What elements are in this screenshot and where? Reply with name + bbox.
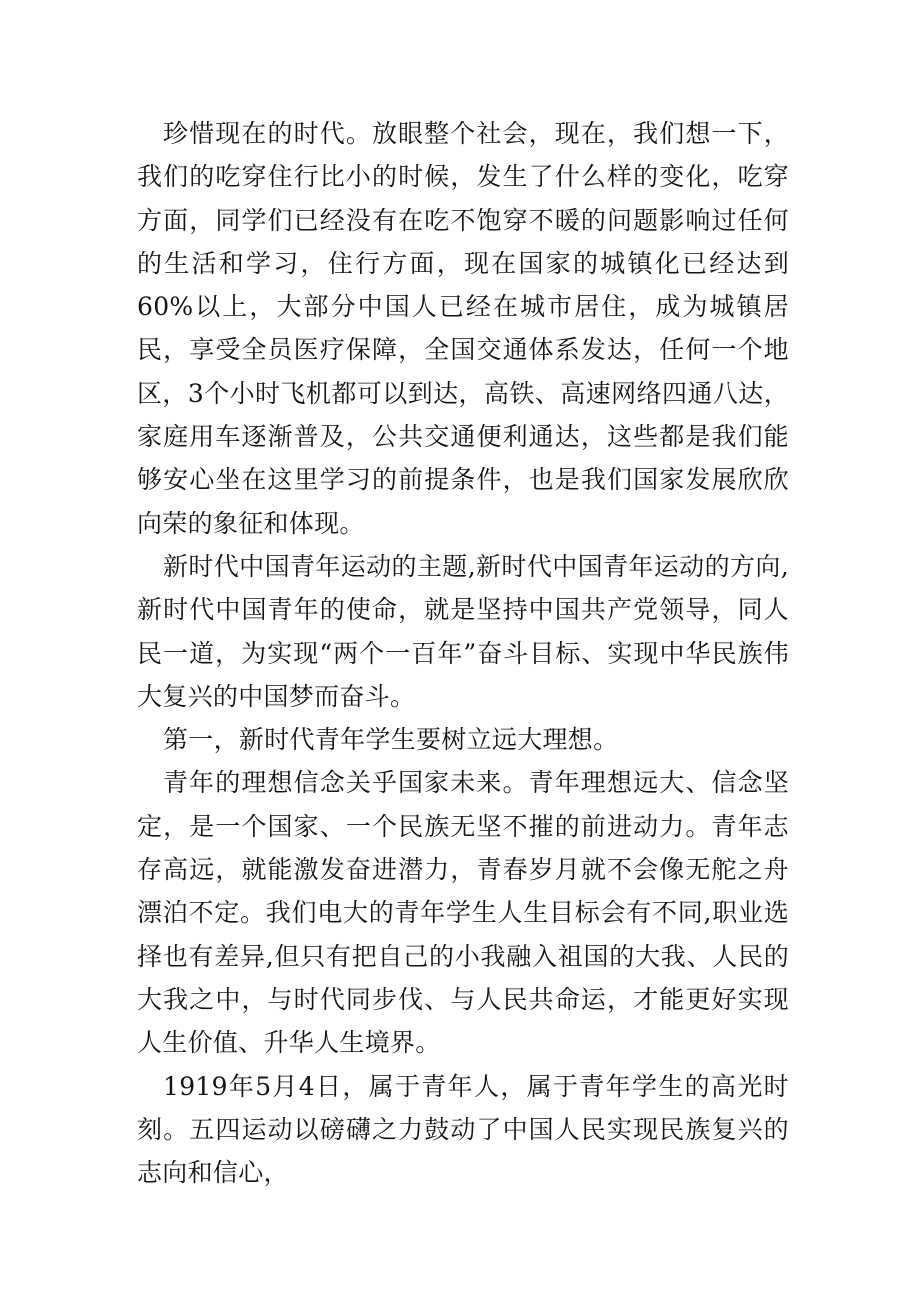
body-text — [137, 112, 789, 1194]
paragraph-may-fourth: 1919年5月4日，属于青年人，属于青年学生的高光时刻。五四运动以磅礴之力鼓动了中国人民实现民族复兴的志向和信心， — [137, 1071, 789, 1188]
paragraph-cherish-era: 珍惜现在的时代。放眼整个社会，现在，我们想一下，我们的吃穿住行比小的时候，发生了什么样的变化，吃穿方面，同学们已经没有在吃不饱穿不暖的问题影响过任何的生活和学习，住行方面，现在国家的城镇化已经达到60%以上，大部分中国人已经在城市居住，成为城镇居民，享受全员医疗保障，全国交通体系发达，任何一个地区，3个小时飞机都可以到达，高铁、高速网络四通八达，家庭用车逐渐普及，公共交通便利通达，这些都是我们能够安心坐在这里学习的前提条件，也是我们国家发展欣欣向荣的象征和体现。 — [137, 119, 789, 538]
paragraph-point-one-heading: 第一，新时代青年学生要树立远大理想。 — [163, 725, 619, 755]
paragraph-youth-movement-theme: 新时代中国青年运动的主题,新时代中国青年运动的方向,新时代中国青年的使命，就是坚持中国共产党领导，同人民一道，为实现“两个一百年”奋斗目标、实现中华民族伟大复兴的中国梦而奋斗。 — [137, 551, 789, 711]
paragraph-youth-ideals: 青年的理想信念关乎国家未来。青年理想远大、信念坚定，是一个国家、一个民族无坚不摧的前进动力。青年志存高远，就能激发奋进潜力，青春岁月就不会像无舵之舟漂泊不定。我们电大的青年学生人生目标会有不同,职业选择也有差异,但只有把自己的小我融入祖国的大我、人民的大我之中，与时代同步伐、与人民共命运，才能更好实现人生价值、升华人生境界。 — [137, 768, 789, 1058]
